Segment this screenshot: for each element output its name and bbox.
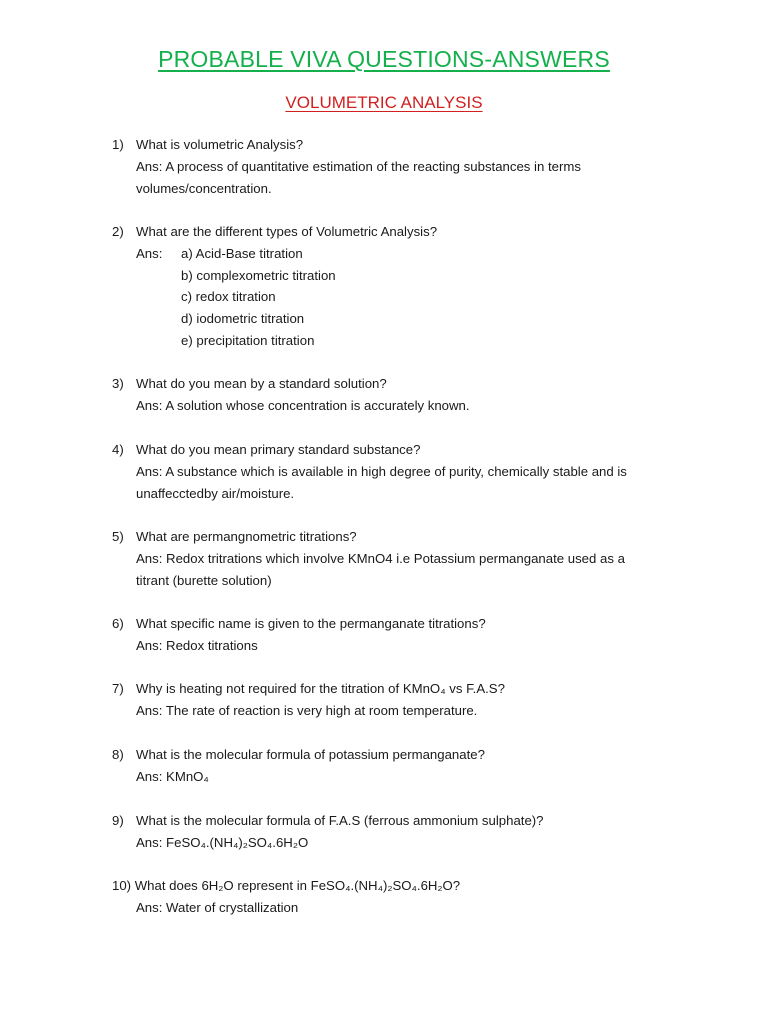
answer-line: Ans: Water of crystallization — [136, 899, 299, 915]
answer-line: Ans: The rate of reaction is very high at room temperature. — [136, 702, 478, 718]
page-title: PROBABLE VIVA QUESTIONS-ANSWERS — [158, 46, 610, 72]
question-text: What is the molecular formula of potassium permanganate? — [136, 747, 485, 762]
answer-line: unaffecctedby air/moisture. — [136, 485, 295, 501]
question-number: 5) — [112, 529, 124, 544]
page-subtitle: VOLUMETRIC ANALYSIS — [285, 93, 483, 112]
answer-line: Ans: A solution whose concentration is accurately known. — [136, 397, 470, 413]
question-number: 1) — [112, 137, 124, 152]
answer-option: d) iodometric titration — [181, 311, 305, 327]
answer-line: Ans: A substance which is available in high degree of purity, chemically stable and is — [136, 463, 627, 479]
qa-item-8 — [112, 744, 672, 788]
question-number: 4) — [112, 442, 124, 457]
question-number: 6) — [112, 616, 124, 631]
question-text: What do you mean by a standard solution? — [136, 376, 387, 391]
question-text: What specific name is given to the permanganate titrations? — [136, 616, 486, 631]
question-text: Why is heating not required for the titration of KMnO₄ vs F.A.S? — [136, 681, 505, 696]
answer-option: c) redox titration — [181, 289, 276, 305]
answer-option: e) precipitation titration — [181, 332, 315, 348]
qa-item-10 — [112, 875, 460, 919]
question-text: What is volumetric Analysis? — [136, 137, 304, 152]
answer-line: titrant (burette solution) — [136, 572, 272, 588]
qa-item-3 — [112, 373, 672, 417]
question-number: 8) — [112, 747, 124, 762]
qa-item-1 — [112, 134, 672, 199]
question-text: What does 6H₂O represent in FeSO₄.(NH₄)₂SO₄.6H₂O? — [134, 878, 461, 893]
question-number: 9) — [112, 813, 124, 828]
answer-line: Ans: Redox tritrations which involve KMnO4 i.e Potassium permanganate used as a — [136, 550, 625, 566]
answer-line: Ans: FeSO₄.(NH₄)₂SO₄.6H₂O — [136, 834, 309, 850]
question-text: What are the different types of Volumetric Analysis? — [136, 224, 438, 239]
answer-option: a) Acid-Base titration — [181, 245, 303, 261]
answer-line: Ans: A process of quantitative estimation of the reacting substances in terms — [136, 158, 581, 174]
question-number: 2) — [112, 224, 124, 239]
question-text: What is the molecular formula of F.A.S (ferrous ammonium sulphate)? — [136, 813, 544, 828]
answer-line: volumes/concentration. — [136, 180, 272, 196]
question-number: 10) — [112, 878, 132, 893]
question-number: 3) — [112, 376, 124, 391]
answer-option: b) complexometric titration — [181, 267, 336, 283]
question-text: What are permangnometric titrations? — [136, 529, 357, 544]
question-number: 7) — [112, 681, 124, 696]
answer-line: Ans: Redox titrations — [136, 637, 258, 653]
qa-item-4 — [112, 439, 672, 504]
answer-label: Ans: — [136, 245, 163, 261]
qa-item-9 — [112, 810, 672, 854]
question-text: What do you mean primary standard substance? — [136, 442, 421, 457]
qa-item-5 — [112, 526, 672, 591]
qa-item-6 — [112, 613, 672, 657]
qa-item-2 — [112, 221, 672, 352]
qa-item-7 — [112, 678, 672, 722]
answer-line: Ans: KMnO₄ — [136, 768, 209, 784]
